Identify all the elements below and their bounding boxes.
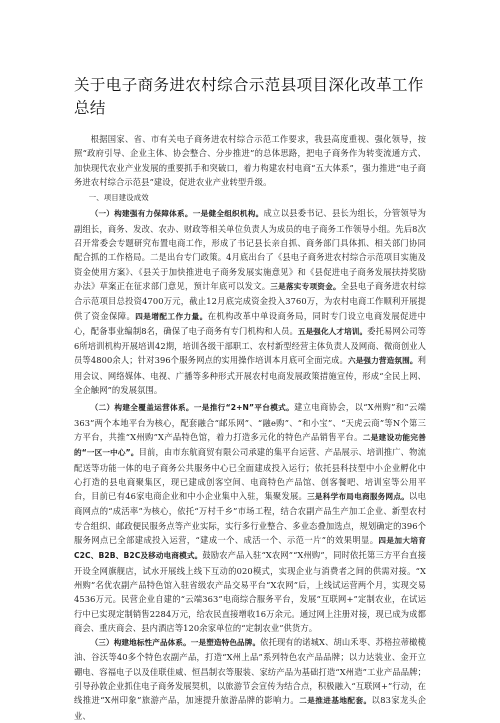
paragraph-lead: （一）构建强有力保障体系。一是健全组织机构。 [90,209,264,219]
paragraph-lead: （三）构建地标性产品体系。一是塑造特色品牌。 [90,638,261,648]
section-heading: 一、项目建设成效 [88,193,149,203]
paragraph-lead: 五是强化人才培训。 [297,326,368,336]
paragraph-lead: 三是落实专项资金。 [270,281,341,291]
document-title: 关于电子商务进农村综合示范县项目深化改革工作总结 [74,76,424,117]
document-body [74,132,426,723]
paragraph-lead: 二是推进基地配套。 [299,696,372,706]
paragraph-landmark-products: （三）构建地标性产品体系。一是塑造特色品牌。依托现有的诺城X、胡山禾枣、苏格拉蒂橄榄油、谷沃等40多个特色农副产品，打造“X州上品”系列特色农产品品牌；以力达装业、金开立硼电、容福电子以及佳联佳威、恒昌制衣等服装、家纺产品为基础打造“X州造”工业产品品牌；引导孙敦企业抓住电子商务发展契机，以旅游节会宣传为结合点，积极融入“互联网+”行动，在线推进“X州印象”旅游产品，加速提升旅游品牌的影响力。二是推进基地配套。以83家龙头企业、 [74,637,426,721]
paragraph-lead: （二）构建全覆盖运营体系。一是推行“2+N”平台模式。 [90,403,295,413]
intro-paragraph: 根据国家、省、市有关电子商务进农村综合示范工作要求，我县高度重视、强化领导，按照“政府引导、企业主体、协会整合、分步推进”的总体思路，把电子商务作为转变流通方式、加快现代农业产业发展的重要抓手和突破口，着力构建农村电商“五大体系”，强力推进“电子商务进农村综合示范县”建设，促进农业产业转型升级。 [74,134,426,187]
paragraph-lead: 二是建设功能完善的“一区一中心”。 [74,432,426,458]
paragraph-lead: 三是科学布局电商服务网点。 [307,492,410,502]
paragraph-lead: 六是强力营造氛围。 [347,356,418,366]
paragraph-lead: 四是加大培育C2C、B2B、B2C及移动电商模式。 [74,536,426,561]
paragraph-lead: 四是增配工作力量。 [135,311,208,321]
paragraph-guarantee-system: （一）构建强有力保障体系。一是健全组织机构。成立以县委书记、县长为组长，分管领导为副组长，商务、发改、农办、财政等相关单位负责人为成员的电子商务工作领导小组。先后8次召开常委会专题研究布置电商工作，形成了书记县长亲自抓、商务部门具体抓、相关部门协同配合抓的工作格局。二是出台专门政策。4月底出台了《县电子商务进农村综合示范项目实施及资金使用方案》、《县关于加快推进电子商务发展实施意见》和《县促进电子商务发展扶持奖励办法》草案正在征求部门意见，预计年底可以发文。三是落实专项资金。全县电子商务进农村综合示范项目总投资4700万元，截止12月底完成资金投入3760万，为农村电商工作顺利开展提供了资金保障。四是增配工作力量。在机构改革中单设商务局，同时专门设立电商发展促进中心，配备事业编制8名，确保了电子商务有专门机构和人员。五是强化人才培训。委托易网公司等6所培训机构开展培训42期，培训各级干部职工、农村新型经营主体负责人及网商、微商创业人员等4800余人；针对396个服务网点的实用操作培训本月底可全面完成。六是强力营造氛围。利用会议、网络媒体、电视、广播等多种形式开展农村电商发展政策措施宣传，形成“全民上网、全企触网”的发展氛围。 [74,208,427,396]
paragraph-operation-system: （二）构建全覆盖运营体系。一是推行“2+N”平台模式。建立电商协会，以“X州购”和“云端363”两个本地平台为核心，配套融合“邮乐网”、“融e购”、“和小宝”、“天虎云商”等N个第三方平台，共推“X州购”X产品特色馆，着力打造多元化的特色产品销售平台。二是建设功能完善的“一区一中心”。目前，由市东航商贸有限公司承建的集平台运营、产品展示、培训推广、物流配送等功能一体的电子商务公共服务中心已全面建成投入运行；依托县科技型中小企业孵化中心打造的县电商聚集区，现已建成创客空间、电商特色产品馆、创客餐吧、培训室等公用平台，目前已有46家电商企业和中小企业集中入驻，集聚发展。三是科学布局电商服务网点。以电商网点的“成活率”为核心，依托“万村千乡”市场工程，结合农副产品生产加工企业、新型农村专合组织、邮政便民服务点等产业实际，实行多行业整合、多业态叠加选点，规划确定的396个服务网点已全部建成投入运营，“建成一个、成活一个、示范一片”的效果明显。四是加大培育C2C、B2B、B2C及移动电商模式。鼓励农产品入驻“X农网”“X州购”，同时依托第三方平台直接开设全网旗舰店，试水开展线上线下互动的020模式，实现企业与消费者之间的供需对接。“X州购”名优农副产品特色馆入驻省级农产品交易平台“X农网”后，上线试运营两个月，实现交易4536万元。民营企业自建的“云端363”电商综合服务平台，发展“互联网+”定制农业，在试运行中已实现定制销售2284万元，给农民直接增收16万余元。通过网上注册对接，现已成为成都商会、重庆商会、县内酒店等120余家单位的“定制农业”供货方。 [74,402,427,633]
